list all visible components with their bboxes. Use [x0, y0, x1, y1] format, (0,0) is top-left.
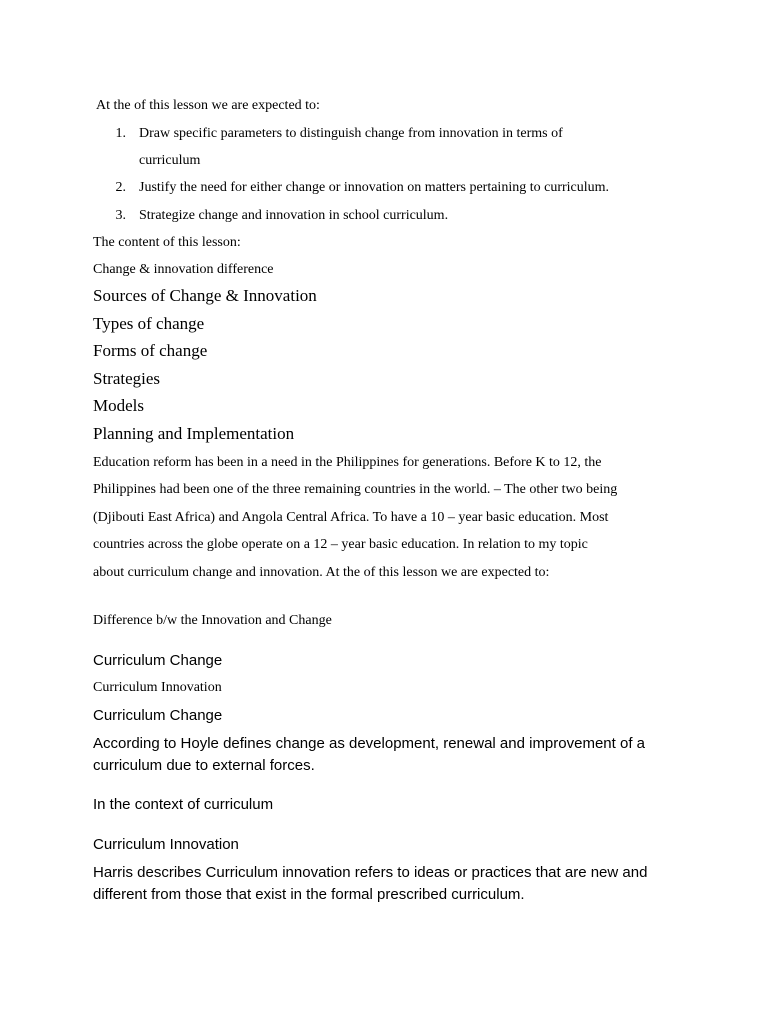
topic-heading: Forms of change: [93, 341, 208, 360]
hoyle-definition-line: According to Hoyle defines change as development, renewal and improvement of a: [93, 735, 645, 752]
hoyle-definition-line: curriculum due to external forces.: [93, 757, 315, 774]
intro-line: At the of this lesson we are expected to:: [96, 98, 320, 113]
topic-heading: Sources of Change & Innovation: [93, 286, 317, 305]
harris-definition-line: different from those that exist in the formal prescribed curriculum.: [93, 886, 525, 903]
curriculum-change-heading: Curriculum Change: [93, 652, 223, 669]
curriculum-change-heading: Curriculum Change: [93, 707, 223, 724]
paragraph-line: about curriculum change and innovation. At the of this lesson we are expected to:: [93, 565, 550, 580]
curriculum-innovation-item: Curriculum Innovation: [93, 680, 222, 695]
context-line: In the context of curriculum: [93, 796, 274, 813]
paragraph-line: Education reform has been in a need in the Philippines for generations. Before K to 12, the: [93, 455, 602, 470]
objective-text: Draw specific parameters to distinguish change from innovation in terms of: [139, 126, 563, 141]
topic-heading: Planning and Implementation: [93, 424, 295, 443]
content-first-item: Change & innovation difference: [93, 262, 274, 277]
topic-heading: Types of change: [93, 314, 205, 333]
objective-text: Justify the need for either change or innovation on matters pertaining to curriculum.: [139, 180, 610, 195]
objective-number: 3.: [115, 208, 126, 223]
difference-heading: Difference b/w the Innovation and Change: [93, 613, 332, 628]
harris-definition-line: Harris describes Curriculum innovation refers to ideas or practices that are new and: [93, 864, 648, 881]
paragraph-line: (Djibouti East Africa) and Angola Central Africa. To have a 10 – year basic education. Most: [93, 510, 609, 525]
objective-number: 2.: [115, 180, 126, 195]
objective-text-continued: curriculum: [139, 153, 201, 168]
topic-heading: Strategies: [93, 369, 161, 388]
objective-text: Strategize change and innovation in school curriculum.: [139, 208, 449, 223]
topic-heading: Models: [93, 396, 144, 415]
paragraph-line: countries across the globe operate on a 12 – year basic education. In relation to my topic: [93, 537, 588, 552]
content-label: The content of this lesson:: [93, 235, 241, 250]
objective-number: 1.: [115, 126, 126, 141]
paragraph-line: Philippines had been one of the three remaining countries in the world. – The other two being: [93, 482, 618, 497]
curriculum-innovation-heading: Curriculum Innovation: [93, 836, 239, 853]
